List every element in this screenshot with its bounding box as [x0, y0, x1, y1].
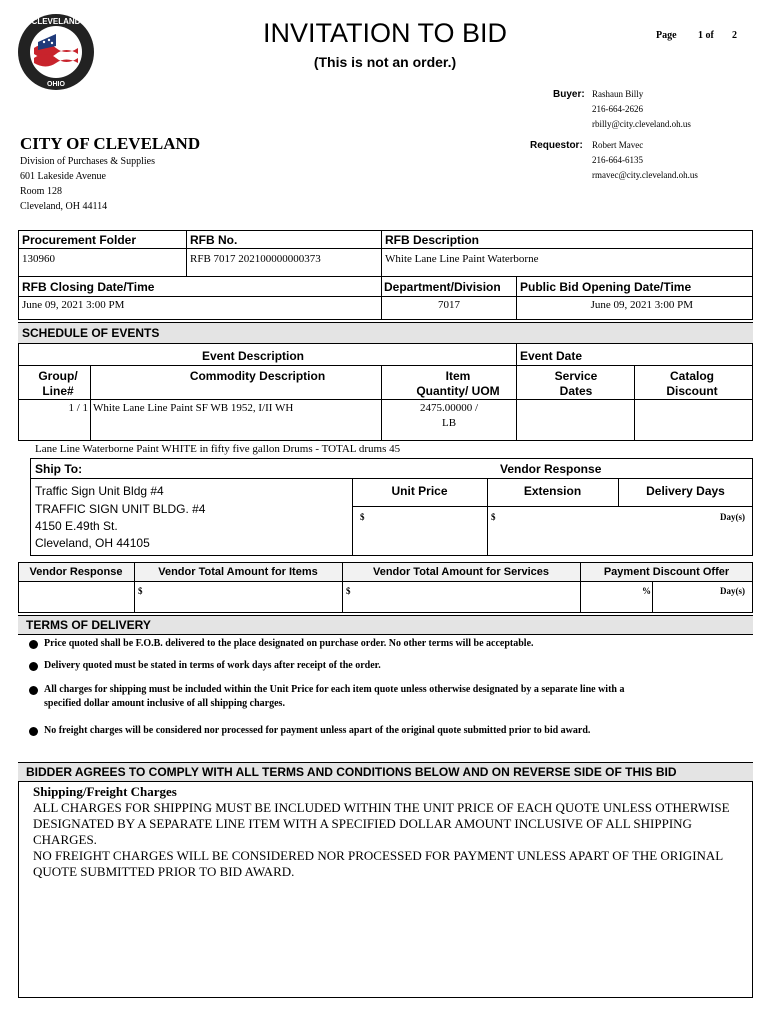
department-value: 7017 — [438, 299, 460, 311]
extension-dollar: $ — [491, 512, 496, 522]
buyer-email: rbilly@city.cleveland.oh.us — [592, 119, 691, 129]
page-subtitle: (This is not an order.) — [313, 54, 457, 70]
total-services-input[interactable] — [354, 584, 578, 611]
total-items-input[interactable] — [146, 584, 340, 611]
term-3: All charges for shipping must be included within the Unit Price for each item quote unless otherwise designated by a separate line with a — [44, 684, 625, 695]
discount-percent-input[interactable] — [582, 584, 640, 611]
event-date-label: Event Date — [520, 349, 583, 363]
delivery-days-unit: Day(s) — [720, 512, 745, 522]
bullet-icon — [29, 662, 38, 671]
total-items-dollar: $ — [138, 586, 143, 596]
requestor-label: Requestor: — [530, 140, 583, 151]
schedule-title: SCHEDULE OF EVENTS — [22, 326, 160, 340]
row-uom: LB — [441, 417, 457, 429]
rfb-no-label: RFB No. — [190, 233, 238, 247]
unit-price-input[interactable] — [368, 508, 484, 552]
unit-price-label: Unit Price — [391, 484, 448, 498]
extension-label: Extension — [523, 484, 582, 498]
svg-text:OHIO: OHIO — [47, 81, 65, 88]
buyer-name: Rashaun Billy — [592, 89, 644, 99]
buyer-phone: 216-664-2626 — [592, 104, 643, 114]
shipping-paragraph-1: ALL CHARGES FOR SHIPPING MUST BE INCLUDED WITHIN THE UNIT PRICE OF EACH QUOTE UNLESS OTHERWISE DESIGNATED BY A SEPARATE LINE ITEM WITH A SPECIFIED DOLLAR AMOUNT INCLUSIVE OF ALL SHIPPING CHARGES. — [33, 800, 730, 847]
requestor-phone: 216-664-6135 — [592, 155, 643, 165]
shipping-paragraph-2: NO FREIGHT CHARGES WILL BE CONSIDERED NOR PROCESSED FOR PAYMENT UNLESS APART OF THE ORIGINAL QUOTE SUBMITTED PRIOR TO BID AWARD. — [33, 848, 723, 879]
rfb-description-label: RFB Description — [385, 233, 480, 247]
rfb-description-value: White Lane Line Paint Waterborne — [385, 253, 539, 265]
terms-title: TERMS OF DELIVERY — [26, 618, 151, 632]
bid-opening-value: June 09, 2021 3:00 PM — [590, 299, 693, 311]
total-services-dollar: $ — [346, 586, 351, 596]
closing-date-value: June 09, 2021 3:00 PM — [22, 299, 125, 311]
bid-opening-label: Public Bid Opening Date/Time — [520, 280, 692, 294]
discount-days: Day(s) — [720, 586, 745, 596]
total-services-label: Vendor Total Amount for Services — [372, 566, 550, 578]
vendor-response-input[interactable] — [20, 584, 132, 611]
svg-text:CLEVELAND: CLEVELAND — [31, 17, 81, 26]
ship-to-label: Ship To: — [35, 462, 83, 476]
catalog-discount-label: Catalog Discount — [666, 369, 718, 398]
procurement-folder-label: Procurement Folder — [22, 233, 137, 247]
bidder-title: BIDDER AGREES TO COMPLY WITH ALL TERMS AND CONDITIONS BELOW AND ON REVERSE SIDE OF THIS BID — [26, 765, 677, 779]
delivery-days-label: Delivery Days — [646, 484, 725, 498]
totals-vendor-response-label: Vendor Response — [29, 566, 123, 578]
row-line-number: 1 / 1 — [68, 402, 88, 414]
extension-input[interactable] — [499, 508, 614, 552]
city-division: Division of Purchases & Supplies — [20, 156, 155, 167]
ship-to-line3: 4150 E.49th St. — [35, 519, 118, 533]
ship-to-line2: TRAFFIC SIGN UNIT BLDG. #4 — [35, 502, 206, 516]
city-address: 601 Lakeside Avenue — [20, 171, 106, 182]
discount-percent: % — [642, 586, 651, 596]
commodity-description-label: Commodity Description — [189, 369, 326, 383]
shipping-heading: Shipping/Freight Charges — [33, 784, 177, 799]
rfb-no-value: RFB 7017 202100000000373 — [190, 253, 321, 265]
unit-price-dollar: $ — [360, 512, 365, 522]
department-label: Department/Division — [384, 280, 501, 294]
buyer-label: Buyer: — [553, 89, 585, 100]
term-2: Delivery quoted must be stated in terms of work days after receipt of the order. — [44, 660, 381, 671]
term-4: No freight charges will be considered nor processed for payment unless apart of the original quote submitted prior to bid award. — [44, 725, 591, 736]
line-note: Lane Line Waterborne Paint WHITE in fifty five gallon Drums - TOTAL drums 45 — [35, 443, 401, 455]
delivery-days-input[interactable] — [620, 508, 716, 552]
row-quantity: 2475.00000 / — [419, 402, 479, 414]
ship-to-line4: Cleveland, OH 44105 — [35, 536, 150, 550]
group-line-label: Group/ Line# — [38, 369, 78, 398]
page-of: 1 of — [698, 30, 714, 41]
term-3-continued: specified dollar amount inclusive of all shipping charges. — [44, 698, 285, 709]
requestor-name: Robert Mavec — [592, 140, 644, 150]
vendor-response-label: Vendor Response — [500, 462, 602, 476]
discount-days-input[interactable] — [654, 584, 718, 611]
row-commodity-description: White Lane Line Paint SF WB 1952, I/II WH — [93, 402, 294, 414]
bullet-icon — [29, 640, 38, 649]
total-items-label: Vendor Total Amount for Items — [158, 566, 318, 578]
city-name: CITY OF CLEVELAND — [20, 134, 201, 153]
term-1: Price quoted shall be F.O.B. delivered to the place designated on purchase order. No other terms will be acceptable. — [44, 638, 534, 649]
page-title: INVITATION TO BID — [262, 18, 508, 48]
page-label: Page — [656, 30, 677, 41]
ship-to-line1: Traffic Sign Unit Bldg #4 — [35, 484, 164, 498]
event-description-label: Event Description — [201, 349, 305, 363]
requestor-email: rmavec@city.cleveland.oh.us — [592, 170, 698, 180]
service-dates-label: Service Dates — [554, 369, 598, 398]
bullet-icon — [29, 686, 38, 695]
page-total: 2 — [732, 30, 737, 41]
closing-date-label: RFB Closing Date/Time — [22, 280, 155, 294]
procurement-folder-value: 130960 — [22, 253, 55, 265]
city-seal-logo — [16, 12, 96, 92]
item-quantity-label: Item Quantity/ UOM — [416, 369, 500, 398]
city-citystate: Cleveland, OH 44114 — [20, 201, 108, 212]
bullet-icon — [29, 727, 38, 736]
city-room: Room 128 — [20, 186, 62, 197]
payment-discount-label: Payment Discount Offer — [603, 566, 730, 578]
